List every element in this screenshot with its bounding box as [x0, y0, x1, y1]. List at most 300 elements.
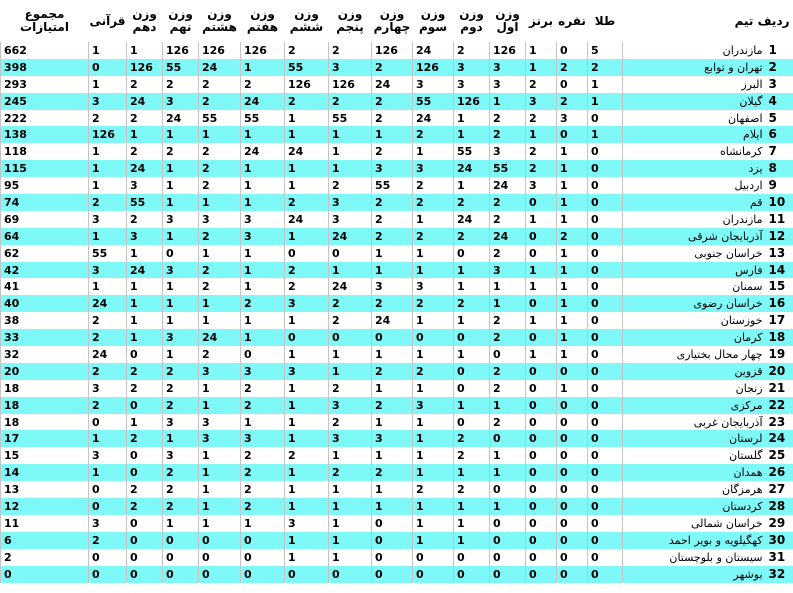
- cell-bronze: 0: [526, 532, 557, 549]
- cell-total: 64: [1, 228, 89, 245]
- cell-w1: 3: [490, 59, 526, 76]
- cell-w9: 2: [163, 143, 199, 160]
- cell-team: خراسان رضوی: [623, 295, 766, 312]
- cell-rank: 16: [766, 295, 793, 312]
- cell-silver: 2: [557, 59, 588, 76]
- table-row: [1, 160, 793, 177]
- cell-w10: 2: [127, 498, 163, 515]
- cell-w5: 3: [329, 211, 372, 228]
- cell-total: 0: [1, 566, 89, 583]
- cell-silver: 1: [557, 177, 588, 194]
- cell-quran: 3: [89, 515, 127, 532]
- cell-silver: 0: [557, 498, 588, 515]
- cell-w8: 126: [199, 42, 241, 59]
- table-row: [1, 532, 793, 549]
- cell-bronze: 2: [526, 143, 557, 160]
- cell-silver: 0: [557, 363, 588, 380]
- cell-w5: 0: [329, 566, 372, 583]
- cell-w3: 1: [413, 312, 454, 329]
- cell-total: 15: [1, 447, 89, 464]
- cell-w7: 0: [241, 566, 285, 583]
- cell-total: 33: [1, 329, 89, 346]
- cell-w2: 1: [454, 262, 490, 279]
- table-row: [1, 76, 793, 93]
- cell-w2: 3: [454, 76, 490, 93]
- cell-w8: 1: [199, 447, 241, 464]
- cell-gold: 0: [588, 464, 623, 481]
- cell-w7: 1: [241, 194, 285, 211]
- header-bronze: برنز: [526, 0, 557, 42]
- table-row: [1, 414, 793, 431]
- header-w8: وزن هشتم: [199, 0, 241, 42]
- cell-team: آذربایجان غربی: [623, 414, 766, 431]
- cell-w2: 24: [454, 211, 490, 228]
- cell-w3: 1: [413, 447, 454, 464]
- cell-total: 662: [1, 42, 89, 59]
- cell-gold: 0: [588, 262, 623, 279]
- cell-gold: 0: [588, 380, 623, 397]
- table-row: [1, 447, 793, 464]
- cell-rank: 19: [766, 346, 793, 363]
- cell-total: 18: [1, 397, 89, 414]
- cell-w5: 0: [329, 245, 372, 262]
- cell-team: سیستان و بلوچستان: [623, 549, 766, 566]
- cell-gold: 0: [588, 498, 623, 515]
- cell-bronze: 0: [526, 295, 557, 312]
- cell-rank: 27: [766, 481, 793, 498]
- cell-silver: 0: [557, 481, 588, 498]
- cell-rank: 2: [766, 59, 793, 76]
- cell-w9: 2: [163, 464, 199, 481]
- cell-w10: 1: [127, 42, 163, 59]
- cell-w7: 1: [241, 126, 285, 143]
- cell-total: 95: [1, 177, 89, 194]
- cell-total: 12: [1, 498, 89, 515]
- cell-w9: 1: [163, 430, 199, 447]
- cell-w8: 2: [199, 278, 241, 295]
- cell-w7: 1: [241, 312, 285, 329]
- cell-w4: 2: [372, 211, 413, 228]
- cell-w8: 2: [199, 143, 241, 160]
- cell-w4: 1: [372, 414, 413, 431]
- cell-bronze: 1: [526, 262, 557, 279]
- cell-rank: 7: [766, 143, 793, 160]
- cell-team: آذربایجان شرقی: [623, 228, 766, 245]
- cell-total: 222: [1, 110, 89, 127]
- header-row: [1, 0, 793, 42]
- cell-w5: 1: [329, 143, 372, 160]
- cell-w4: 126: [372, 42, 413, 59]
- cell-team: اردبیل: [623, 177, 766, 194]
- cell-quran: 24: [89, 295, 127, 312]
- cell-silver: 0: [557, 397, 588, 414]
- cell-w5: 1: [329, 549, 372, 566]
- cell-w2: 1: [454, 312, 490, 329]
- cell-rank: 11: [766, 211, 793, 228]
- table-body: [1, 42, 793, 583]
- cell-silver: 0: [557, 515, 588, 532]
- table-row: [1, 430, 793, 447]
- cell-w9: 1: [163, 160, 199, 177]
- cell-w6: 24: [285, 211, 329, 228]
- cell-team: چهار محال بختیاری: [623, 346, 766, 363]
- cell-w2: 0: [454, 549, 490, 566]
- cell-w1: 2: [490, 194, 526, 211]
- cell-w2: 2: [454, 481, 490, 498]
- cell-w4: 0: [372, 566, 413, 583]
- cell-w8: 3: [199, 363, 241, 380]
- cell-w7: 3: [241, 363, 285, 380]
- cell-gold: 0: [588, 143, 623, 160]
- cell-silver: 1: [557, 278, 588, 295]
- cell-w5: 24: [329, 278, 372, 295]
- cell-silver: 1: [557, 329, 588, 346]
- cell-w9: 1: [163, 228, 199, 245]
- cell-w5: 2: [329, 42, 372, 59]
- cell-quran: 1: [89, 464, 127, 481]
- cell-w3: 2: [413, 228, 454, 245]
- cell-w4: 24: [372, 76, 413, 93]
- cell-total: 18: [1, 380, 89, 397]
- cell-w7: 1: [241, 59, 285, 76]
- cell-gold: 0: [588, 211, 623, 228]
- cell-w1: 3: [490, 262, 526, 279]
- header-w2: وزن دوم: [454, 0, 490, 42]
- cell-quran: 3: [89, 380, 127, 397]
- cell-team: قم: [623, 194, 766, 211]
- cell-silver: 0: [557, 549, 588, 566]
- cell-silver: 2: [557, 93, 588, 110]
- cell-w6: 0: [285, 245, 329, 262]
- table-row: [1, 126, 793, 143]
- cell-rank: 3: [766, 76, 793, 93]
- cell-w10: 0: [127, 566, 163, 583]
- cell-w10: 1: [127, 312, 163, 329]
- cell-w3: 24: [413, 42, 454, 59]
- cell-w5: 1: [329, 532, 372, 549]
- cell-w8: 0: [199, 532, 241, 549]
- cell-w8: 1: [199, 515, 241, 532]
- cell-total: 14: [1, 464, 89, 481]
- cell-w7: 3: [241, 228, 285, 245]
- header-w6: وزن ششم: [285, 0, 329, 42]
- table-row: [1, 262, 793, 279]
- cell-bronze: 0: [526, 464, 557, 481]
- cell-team: لرستان: [623, 430, 766, 447]
- cell-quran: 3: [89, 447, 127, 464]
- cell-w4: 1: [372, 262, 413, 279]
- cell-w6: 1: [285, 532, 329, 549]
- cell-bronze: 1: [526, 312, 557, 329]
- cell-w6: 2: [285, 42, 329, 59]
- cell-team: کرمان: [623, 329, 766, 346]
- cell-w4: 2: [372, 110, 413, 127]
- cell-w8: 2: [199, 262, 241, 279]
- cell-gold: 0: [588, 532, 623, 549]
- cell-w7: 55: [241, 110, 285, 127]
- cell-quran: 126: [89, 126, 127, 143]
- cell-w3: 3: [413, 278, 454, 295]
- cell-w9: 1: [163, 126, 199, 143]
- cell-w1: 126: [490, 42, 526, 59]
- cell-w9: 126: [163, 42, 199, 59]
- cell-w4: 2: [372, 228, 413, 245]
- cell-w6: 1: [285, 312, 329, 329]
- cell-w4: 0: [372, 329, 413, 346]
- cell-total: 293: [1, 76, 89, 93]
- cell-gold: 0: [588, 515, 623, 532]
- cell-bronze: 1: [526, 42, 557, 59]
- cell-w8: 3: [199, 211, 241, 228]
- cell-gold: 5: [588, 42, 623, 59]
- cell-w2: 0: [454, 414, 490, 431]
- cell-w7: 24: [241, 93, 285, 110]
- cell-w6: 1: [285, 346, 329, 363]
- cell-w10: 2: [127, 143, 163, 160]
- table-row: [1, 397, 793, 414]
- cell-w1: 2: [490, 329, 526, 346]
- cell-w7: 1: [241, 515, 285, 532]
- cell-w4: 2: [372, 363, 413, 380]
- cell-quran: 2: [89, 363, 127, 380]
- cell-silver: 1: [557, 245, 588, 262]
- cell-w7: 3: [241, 430, 285, 447]
- table-row: [1, 211, 793, 228]
- cell-w8: 1: [199, 126, 241, 143]
- cell-w8: 1: [199, 245, 241, 262]
- cell-w10: 3: [127, 228, 163, 245]
- header-team: تیم: [734, 13, 754, 28]
- cell-quran: 1: [89, 76, 127, 93]
- cell-total: 20: [1, 363, 89, 380]
- cell-w10: 3: [127, 177, 163, 194]
- cell-bronze: 0: [526, 194, 557, 211]
- cell-gold: 1: [588, 76, 623, 93]
- cell-w2: 1: [454, 464, 490, 481]
- cell-w9: 0: [163, 549, 199, 566]
- cell-gold: 0: [588, 110, 623, 127]
- cell-w3: 1: [413, 245, 454, 262]
- cell-rank: 14: [766, 262, 793, 279]
- header-quran: قرآنی: [89, 0, 127, 42]
- cell-w6: 0: [285, 566, 329, 583]
- cell-w8: 55: [199, 110, 241, 127]
- cell-quran: 2: [89, 329, 127, 346]
- cell-team: کرمانشاه: [623, 143, 766, 160]
- cell-total: 41: [1, 278, 89, 295]
- cell-w6: 1: [285, 481, 329, 498]
- header-w7: وزن هفتم: [241, 0, 285, 42]
- cell-w7: 126: [241, 42, 285, 59]
- cell-w2: 0: [454, 363, 490, 380]
- cell-quran: 55: [89, 245, 127, 262]
- header-gold: طلا: [588, 0, 623, 42]
- cell-rank: 22: [766, 397, 793, 414]
- cell-w1: 1: [490, 397, 526, 414]
- cell-w7: 2: [241, 498, 285, 515]
- cell-gold: 0: [588, 566, 623, 583]
- cell-w2: 3: [454, 59, 490, 76]
- cell-w5: 24: [329, 228, 372, 245]
- cell-w6: 24: [285, 143, 329, 160]
- cell-bronze: 2: [526, 76, 557, 93]
- table-row: [1, 515, 793, 532]
- cell-w8: 24: [199, 59, 241, 76]
- cell-team: هرمزگان: [623, 481, 766, 498]
- cell-w4: 1: [372, 126, 413, 143]
- table-row: [1, 59, 793, 76]
- cell-w6: 2: [285, 194, 329, 211]
- cell-w2: 0: [454, 380, 490, 397]
- cell-w5: 2: [329, 177, 372, 194]
- cell-silver: 1: [557, 295, 588, 312]
- table-row: [1, 194, 793, 211]
- cell-w8: 1: [199, 397, 241, 414]
- cell-quran: 0: [89, 566, 127, 583]
- cell-w9: 1: [163, 295, 199, 312]
- cell-w9: 1: [163, 278, 199, 295]
- cell-w3: 1: [413, 143, 454, 160]
- cell-w1: 2: [490, 414, 526, 431]
- cell-quran: 3: [89, 93, 127, 110]
- cell-rank: 20: [766, 363, 793, 380]
- cell-w1: 0: [490, 515, 526, 532]
- cell-rank: 1: [766, 42, 793, 59]
- cell-w1: 55: [490, 160, 526, 177]
- cell-w1: 0: [490, 549, 526, 566]
- cell-w9: 2: [163, 380, 199, 397]
- table-row: [1, 177, 793, 194]
- cell-w3: 0: [413, 549, 454, 566]
- cell-w2: 24: [454, 160, 490, 177]
- cell-w4: 55: [372, 177, 413, 194]
- cell-w7: 1: [241, 278, 285, 295]
- cell-gold: 0: [588, 278, 623, 295]
- cell-w10: 1: [127, 245, 163, 262]
- cell-w9: 0: [163, 245, 199, 262]
- cell-w10: 0: [127, 397, 163, 414]
- cell-w9: 3: [163, 414, 199, 431]
- cell-w5: 1: [329, 126, 372, 143]
- cell-w2: 1: [454, 397, 490, 414]
- cell-w10: 1: [127, 278, 163, 295]
- cell-gold: 0: [588, 329, 623, 346]
- cell-w6: 0: [285, 329, 329, 346]
- cell-rank: 23: [766, 414, 793, 431]
- cell-w8: 1: [199, 194, 241, 211]
- cell-w8: 3: [199, 430, 241, 447]
- cell-w9: 3: [163, 447, 199, 464]
- cell-bronze: 0: [526, 430, 557, 447]
- cell-team: گلستان: [623, 447, 766, 464]
- cell-w8: 1: [199, 295, 241, 312]
- cell-silver: 3: [557, 110, 588, 127]
- cell-w6: 3: [285, 515, 329, 532]
- cell-rank: 25: [766, 447, 793, 464]
- cell-w4: 1: [372, 498, 413, 515]
- header-w5: وزن پنجم: [329, 0, 372, 42]
- cell-w4: 3: [372, 278, 413, 295]
- cell-gold: 0: [588, 346, 623, 363]
- cell-bronze: 1: [526, 211, 557, 228]
- header-total: مجموع امتیازات: [1, 0, 89, 42]
- cell-w3: 1: [413, 414, 454, 431]
- cell-w8: 2: [199, 177, 241, 194]
- cell-w10: 0: [127, 515, 163, 532]
- cell-w3: 55: [413, 93, 454, 110]
- cell-w9: 2: [163, 481, 199, 498]
- cell-w5: 0: [329, 329, 372, 346]
- cell-rank: 32: [766, 566, 793, 583]
- cell-w3: 3: [413, 76, 454, 93]
- cell-w9: 1: [163, 194, 199, 211]
- table-row: [1, 93, 793, 110]
- cell-team: یزد: [623, 160, 766, 177]
- cell-w8: 1: [199, 380, 241, 397]
- table-row: [1, 42, 793, 59]
- cell-gold: 0: [588, 160, 623, 177]
- cell-w5: 3: [329, 430, 372, 447]
- cell-rank: 18: [766, 329, 793, 346]
- cell-team: خراسان شمالی: [623, 515, 766, 532]
- cell-w7: 2: [241, 447, 285, 464]
- cell-w2: 0: [454, 566, 490, 583]
- cell-w4: 2: [372, 464, 413, 481]
- cell-w5: 1: [329, 481, 372, 498]
- cell-w1: 1: [490, 464, 526, 481]
- cell-w2: 2: [454, 228, 490, 245]
- cell-quran: 2: [89, 194, 127, 211]
- header-w4: وزن چهارم: [372, 0, 413, 42]
- cell-rank: 8: [766, 160, 793, 177]
- cell-w5: 1: [329, 346, 372, 363]
- cell-w7: 2: [241, 295, 285, 312]
- cell-w9: 1: [163, 177, 199, 194]
- table-row: [1, 110, 793, 127]
- cell-w4: 24: [372, 312, 413, 329]
- cell-quran: 1: [89, 278, 127, 295]
- header-w1: وزن اول: [490, 0, 526, 42]
- cell-w6: 1: [285, 430, 329, 447]
- cell-w7: 24: [241, 143, 285, 160]
- cell-total: 398: [1, 59, 89, 76]
- cell-w8: 2: [199, 228, 241, 245]
- cell-w9: 55: [163, 59, 199, 76]
- cell-total: 42: [1, 262, 89, 279]
- cell-w10: 0: [127, 447, 163, 464]
- cell-w5: 1: [329, 515, 372, 532]
- cell-bronze: 0: [526, 397, 557, 414]
- cell-w8: 2: [199, 76, 241, 93]
- cell-w5: 1: [329, 262, 372, 279]
- cell-w4: 2: [372, 59, 413, 76]
- cell-rank: 4: [766, 93, 793, 110]
- cell-w1: 0: [490, 346, 526, 363]
- cell-w10: 24: [127, 160, 163, 177]
- cell-w1: 3: [490, 76, 526, 93]
- cell-w5: 2: [329, 312, 372, 329]
- cell-w6: 55: [285, 59, 329, 76]
- cell-w10: 1: [127, 295, 163, 312]
- cell-w8: 1: [199, 464, 241, 481]
- cell-silver: 1: [557, 194, 588, 211]
- cell-total: 18: [1, 414, 89, 431]
- cell-silver: 0: [557, 126, 588, 143]
- cell-silver: 0: [557, 76, 588, 93]
- cell-w6: 1: [285, 549, 329, 566]
- cell-w1: 1: [490, 447, 526, 464]
- cell-total: 115: [1, 160, 89, 177]
